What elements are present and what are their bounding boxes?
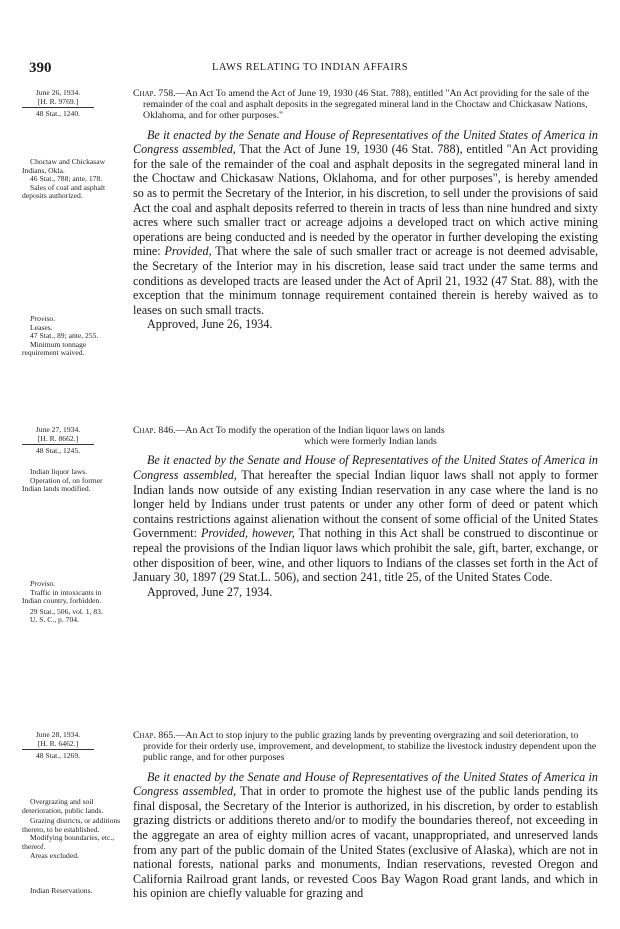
- chapter-865-sidenotes: [22, 798, 122, 860]
- sidenote: Minimum tonnage requirement waived.: [22, 339, 87, 358]
- sidenote: Indian liquor laws.: [30, 467, 88, 476]
- sidenote: Sales of coal and asphalt deposits authorized.: [22, 182, 106, 201]
- chapter-758-proviso-notes: [22, 315, 122, 358]
- chapter-title-continued: which were formerly Indian lands: [304, 436, 437, 448]
- meta-rule: [22, 749, 94, 750]
- proviso-label: Proviso.: [30, 579, 56, 588]
- sidenote: 29 Stat., 506, vol. 1, 83.: [30, 606, 103, 616]
- page-number: 390: [29, 60, 52, 76]
- chapter-label: Chap. 865.: [133, 730, 176, 741]
- chapter-heading: [133, 730, 598, 764]
- enacted-paragraph: [133, 453, 598, 584]
- body-text: That in order to promote the highest use of the public lands pending its final disposal, the Secretary of the Interior is authorized, in his discretion, by order to establish grazing districts or additions thereto and/or to modify the boundaries thereof, not exceeding in the aggregate an area of eighty million acres of vacant, unappropriated, and unreserved lands from any part of the public domain of the United States (exclusive of Alaska), which are not in national forests, national parks and monuments, Indian reservations, revested Oregon and California Railroad grant lands, or revested Coos Bay Wagon Road grant lands, and which in his opinion are chiefly valuable for grazing and: [133, 784, 598, 901]
- act-date: June 26, 1934.: [35, 88, 81, 97]
- body-text: That nothing in this Act shall be construed to discontinue or repeal the provisions of the Indian liquor laws which prohibit the sale, gift, barter, exchange, or other disposition of beer, wine, and other liquors to Indians of the classes set forth in the Act of January 30, 1897 (29 Stat.L. 506), and section 241, title 25, of the United States Code.: [133, 526, 598, 585]
- chapter-heading: [133, 88, 598, 122]
- sidenote: 47 Stat., 89; ante, 255.: [30, 331, 99, 341]
- enacting-clause: Be it enacted by the Senate and House of Representatives of the United States of America in Congress assembled,: [133, 453, 598, 482]
- body-text: That where the sale of such smaller tract or acreage is not deemed advisable, the Secretary of the Interior may in his discretion, lease said tract under the same terms and conditions as developed tracts are leased under the Act of April 21, 1932 (47 Stat. 88), with the exception that the minimum tonnage requirement contained therein is hereby waived as to leases on such small tracts.: [133, 244, 598, 317]
- chapter-title: —An Act To modify the operation of the Indian liquor laws on lands: [175, 425, 445, 436]
- chapter-758: [133, 88, 598, 332]
- chapter-846-sidenotes: [22, 468, 122, 494]
- proviso-label: Proviso.: [30, 314, 56, 323]
- chapter-body: [133, 770, 598, 901]
- chapter-865: [133, 730, 598, 901]
- chapter-846-proviso-notes: [22, 580, 122, 625]
- sidenote: Modifying boundaries, etc., thereof.: [22, 833, 115, 851]
- chapter-865-meta: [22, 730, 122, 760]
- chapter-body: [133, 453, 598, 599]
- enacted-paragraph: [133, 128, 598, 318]
- stat-citation: 48 Stat., 1269.: [35, 751, 81, 760]
- meta-rule: [22, 107, 94, 108]
- enacted-paragraph: [133, 770, 598, 901]
- enacting-clause: Be it enacted by the Senate and House of Representatives of the United States of America in Congress assembled,: [133, 127, 598, 157]
- sidenote: Areas excluded.: [30, 850, 79, 860]
- sidenote: Grazing districts, or additions thereto, to be established.: [22, 816, 121, 834]
- sidenote: U. S. C., p. 704.: [30, 615, 79, 625]
- sidenote: Traffic in intoxicants in Indian country, forbidden.: [22, 587, 102, 606]
- sidenote: Operation of, on former Indian lands modified.: [22, 475, 103, 494]
- body-text: That hereafter the special Indian liquor laws shall not apply to former Indian lands now outside of any existing Indian reservation in any case where the land is no longer held by Indians under trust patents or under any other form of deed or patent which contains restrictions against alienation without the consent of some official of the United States Government:: [133, 468, 598, 541]
- chapter-865-sidenotes-2: [22, 887, 122, 896]
- body-text: That the Act of June 19, 1930 (46 Stat. 788), entitled "An Act providing for the sale of the remainder of the coal and asphalt deposits in the segregated mineral land in the Choctaw and Chickasaw Nations, Oklahoma, and for other purposes", is hereby amended so as to permit the Secretary of the Interior, in his discretion, to sell under the provisions of said Act the coal and asphalt deposits referred to therein in tracts of less than nine hundred and sixty acres where such smaller tract or acreage adjoins a developed tract on which active mining operations are being conducted and is needed by the operator in further developing the existing mine:: [133, 142, 599, 259]
- bill-number: [H. R. 9769.]: [37, 97, 79, 106]
- chapter-heading: [133, 425, 598, 447]
- bill-number: [H. R. 8662.]: [37, 434, 79, 443]
- act-date: June 28, 1934.: [35, 730, 81, 739]
- provided-clause: Provided, however,: [200, 526, 295, 541]
- provided-clause: Provided,: [164, 244, 212, 259]
- running-title: LAWS RELATING TO INDIAN AFFAIRS: [212, 62, 408, 73]
- sidenote: Choctaw and Chickasaw Indians, Okla.: [22, 157, 106, 175]
- meta-rule: [22, 444, 94, 445]
- chapter-title: —An Act To amend the Act of June 19, 1930 (46 Stat. 788), entitled "An Act providing for the sale of the remainder of the coal and asphalt deposits in the segregated mineral land in the Choctaw and Chickasaw Nations, Oklahoma, and for other purposes.": [143, 88, 590, 122]
- sidenote: Leases.: [30, 322, 53, 332]
- approved-line: Approved, June 27, 1934.: [147, 584, 273, 599]
- chapter-758-sidenotes: [22, 158, 122, 201]
- bill-number: [H. R. 6462.]: [37, 739, 79, 748]
- chapter-846: [133, 425, 598, 599]
- chapter-758-meta: [22, 88, 122, 118]
- approved-line: Approved, June 26, 1934.: [147, 317, 273, 332]
- chapter-846-meta: [22, 425, 122, 455]
- sidenote: Overgrazing and soil deterioration, public lands.: [22, 797, 104, 815]
- chapter-label: Chap. 758.: [133, 88, 176, 99]
- enacting-clause: Be it enacted by the Senate and House of Representatives of the United States of America in Congress assembled,: [133, 769, 598, 799]
- sidenote: 46 Stat., 788; ante, 178.: [30, 174, 103, 184]
- chapter-label: Chap. 846.: [133, 425, 176, 436]
- act-date: June 27, 1934.: [35, 425, 81, 434]
- stat-citation: 48 Stat., 1245.: [35, 446, 81, 455]
- chapter-body: [133, 128, 598, 332]
- chapter-title: —An Act to stop injury to the public grazing lands by preventing overgrazing and soil deterioration, to provide for their orderly use, improvement, and development, to stabilize the livestock industry dependent upon the public range, and for other purposes: [143, 730, 597, 764]
- sidenote: Indian Reservations.: [30, 886, 93, 895]
- stat-citation: 48 Stat., 1240.: [35, 109, 81, 118]
